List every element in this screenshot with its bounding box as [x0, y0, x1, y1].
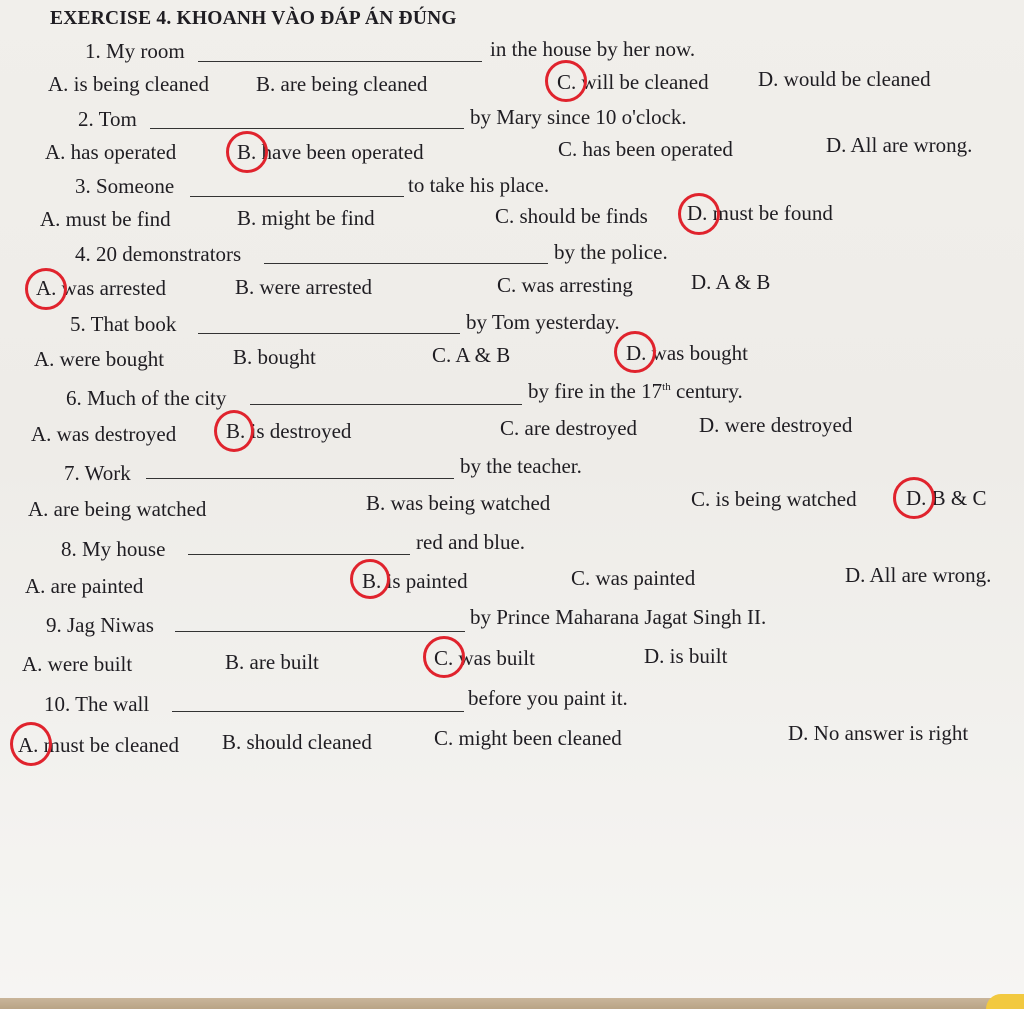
option-a[interactable]: A. were built [22, 652, 133, 676]
option-d[interactable]: D. was bought [626, 341, 748, 365]
question-tail: by fire in the 17th century. [528, 379, 743, 403]
option-b[interactable]: B. should cleaned [222, 730, 372, 754]
option-b[interactable]: B. was being watched [366, 491, 551, 515]
question-stem: 9. Jag Niwas [46, 613, 154, 637]
option-d[interactable]: D. B & C [906, 486, 987, 510]
question-stem: 4. 20 demonstrators [75, 242, 242, 266]
question-tail: by the teacher. [460, 454, 582, 478]
option-a[interactable]: A. are being watched [28, 497, 207, 521]
option-d[interactable]: D. were destroyed [699, 413, 853, 437]
question-tail: by Tom yesterday. [466, 310, 620, 334]
option-a[interactable]: A. was arrested [36, 276, 167, 300]
option-c[interactable]: C. A & B [432, 343, 511, 367]
question-stem: 8. My house [61, 537, 166, 561]
option-b[interactable]: B. might be find [237, 206, 375, 230]
option-d[interactable]: D. All are wrong. [845, 563, 992, 587]
answer-blank [198, 333, 460, 334]
answer-circle-q8 [350, 559, 390, 599]
answer-blank [264, 263, 548, 264]
question-tail: by the police. [554, 240, 668, 264]
answer-circle-q3 [678, 193, 720, 235]
option-a[interactable]: A. must be cleaned [18, 733, 179, 757]
option-d[interactable]: D. is built [644, 644, 728, 668]
option-b[interactable]: B. is destroyed [226, 419, 352, 443]
answer-blank [172, 711, 464, 712]
answer-circle-q10 [10, 722, 52, 766]
question-tail: before you paint it. [468, 686, 628, 710]
answer-circle-q1 [545, 60, 587, 102]
option-a[interactable]: A. were bought [34, 347, 165, 371]
option-c[interactable]: C. should be finds [495, 204, 648, 228]
question-tail: to take his place. [408, 173, 550, 197]
answer-circle-q6 [214, 410, 254, 452]
option-a[interactable]: A. is being cleaned [48, 72, 209, 96]
answer-blank [175, 631, 465, 632]
answer-circle-q4 [25, 268, 67, 310]
option-b[interactable]: B. were arrested [235, 275, 373, 299]
answer-circle-q9 [423, 636, 465, 678]
answer-blank [188, 554, 410, 555]
answer-blank [198, 61, 482, 62]
option-c[interactable]: C. has been operated [558, 137, 733, 161]
option-d[interactable]: D. must be found [687, 201, 833, 225]
option-c[interactable]: C. was arresting [497, 273, 633, 297]
answer-blank [150, 128, 464, 129]
option-b[interactable]: B. bought [233, 345, 316, 369]
question-stem: 1. My room [85, 39, 185, 63]
question-stem: 3. Someone [75, 174, 175, 198]
question-stem: 5. That book [70, 312, 177, 336]
question-stem: 7. Work [64, 461, 131, 485]
question-stem: 10. The wall [44, 692, 150, 716]
option-a[interactable]: A. must be find [40, 207, 171, 231]
option-b[interactable]: B. are built [225, 650, 319, 674]
answer-blank [146, 478, 454, 479]
option-c[interactable]: C. was painted [571, 566, 696, 590]
option-d[interactable]: D. No answer is right [788, 721, 969, 745]
answer-blank [250, 404, 522, 405]
option-a[interactable]: A. was destroyed [31, 422, 177, 446]
option-a[interactable]: A. has operated [45, 140, 177, 164]
exercise-title: EXERCISE 4. KHOANH VÀO ĐÁP ÁN ĐÚNG [50, 8, 457, 29]
option-d[interactable]: D. All are wrong. [826, 133, 973, 157]
question-tail: in the house by her now. [490, 37, 696, 61]
answer-circle-q2 [226, 131, 268, 173]
option-b[interactable]: B. is painted [362, 569, 468, 593]
option-a[interactable]: A. are painted [25, 574, 144, 598]
option-d[interactable]: D. would be cleaned [758, 67, 931, 91]
answer-blank [190, 196, 404, 197]
option-c[interactable]: C. was built [434, 646, 535, 670]
question-tail: red and blue. [416, 530, 526, 554]
option-b[interactable]: B. are being cleaned [256, 72, 428, 96]
question-stem: 2. Tom [78, 107, 137, 131]
option-c[interactable]: C. is being watched [691, 487, 857, 511]
question-stem: 6. Much of the city [66, 386, 227, 410]
answer-circle-q5 [614, 331, 656, 373]
yellow-object [986, 994, 1024, 1009]
option-b[interactable]: B. have been operated [237, 140, 424, 164]
answer-circle-q7 [893, 477, 935, 519]
question-tail: by Prince Maharana Jagat Singh II. [470, 605, 767, 629]
option-c[interactable]: C. might been cleaned [434, 726, 622, 750]
question-tail: by Mary since 10 o'clock. [470, 105, 687, 129]
option-d[interactable]: D. A & B [691, 270, 771, 294]
paper-edge [0, 998, 1024, 1009]
option-c[interactable]: C. are destroyed [500, 416, 638, 440]
option-c[interactable]: C. will be cleaned [557, 70, 709, 94]
